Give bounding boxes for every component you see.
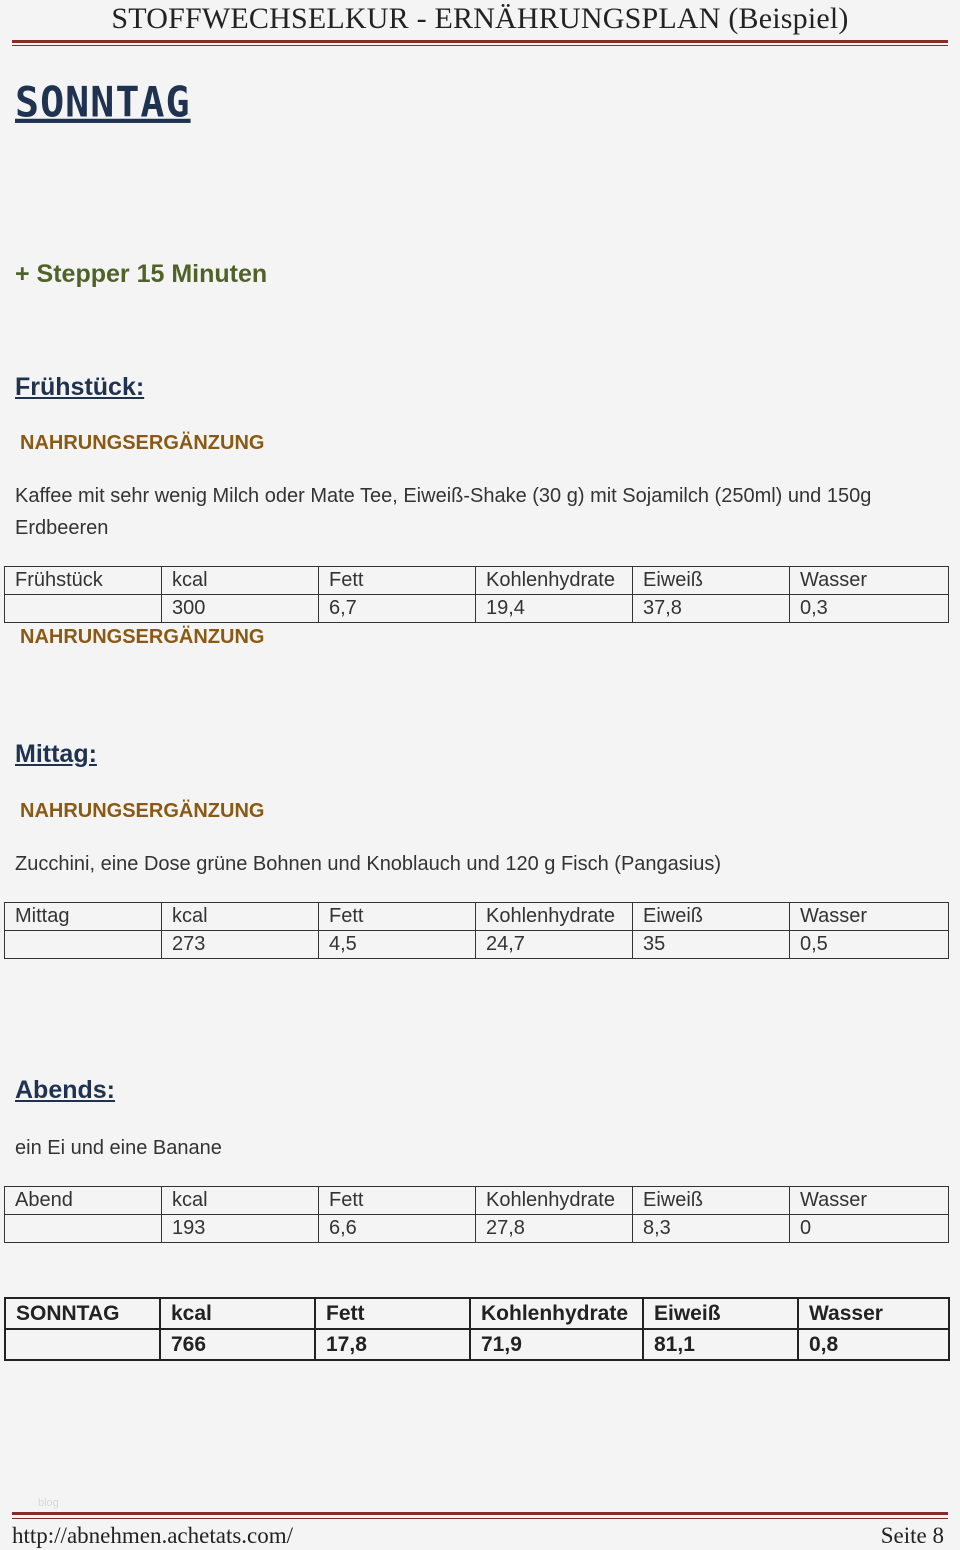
table-header-eiweiss: Eiweiß <box>633 567 790 595</box>
table-header-fett: Fett <box>315 1298 470 1329</box>
day-title: SONNTAG <box>15 78 191 128</box>
table-cell-fett: 17,8 <box>315 1329 470 1360</box>
watermark: blog <box>38 1497 59 1509</box>
table-cell-eiweiss: 8,3 <box>633 1215 790 1243</box>
table-cell-kohlenhydrate: 24,7 <box>476 931 633 959</box>
table-header-kohlenhydrate: Kohlenhydrate <box>476 1187 633 1215</box>
table-header-eiweiss: Eiweiß <box>643 1298 798 1329</box>
table-value-row <box>5 1329 949 1360</box>
table-header-wasser: Wasser <box>790 903 949 931</box>
table-header-row <box>5 903 949 931</box>
table-cell-fett: 4,5 <box>319 931 476 959</box>
table-cell-empty <box>5 1329 160 1360</box>
table-header-row <box>5 567 949 595</box>
table-cell-kcal: 193 <box>162 1215 319 1243</box>
table-header-row <box>5 1187 949 1215</box>
table-header-row <box>5 1298 949 1329</box>
table-header-fett: Fett <box>319 567 476 595</box>
table-cell-empty <box>5 595 162 623</box>
table-value-row <box>5 1215 949 1243</box>
dinner-description: ein Ei und eine Banane <box>15 1137 222 1159</box>
lunch-description: Zucchini, eine Dose grüne Bohnen und Knoblauch und 120 g Fisch (Pangasius) <box>15 853 722 875</box>
table-cell-eiweiss: 81,1 <box>643 1329 798 1360</box>
table-cell-kohlenhydrate: 19,4 <box>476 595 633 623</box>
table-cell-fett: 6,6 <box>319 1215 476 1243</box>
footer-page-number: Seite 8 <box>880 1523 944 1548</box>
table-header-eiweiss: Eiweiß <box>633 1187 790 1215</box>
table-cell-eiweiss: 37,8 <box>633 595 790 623</box>
table-header-fett: Fett <box>319 903 476 931</box>
table-cell-empty <box>5 931 162 959</box>
table-header-kohlenhydrate: Kohlenhydrate <box>476 903 633 931</box>
lunch-supplement-label: NAHRUNGSERGÄNZUNG <box>20 800 265 822</box>
table-cell-kohlenhydrate: 27,8 <box>476 1215 633 1243</box>
table-cell-label: SONNTAG <box>5 1298 160 1329</box>
footer-rule-thin <box>12 1518 948 1519</box>
table-cell-empty <box>5 1215 162 1243</box>
table-header-wasser: Wasser <box>790 1187 949 1215</box>
table-cell-kcal: 273 <box>162 931 319 959</box>
breakfast-nutrition-table <box>4 566 949 623</box>
table-cell-wasser: 0,3 <box>790 595 949 623</box>
breakfast-heading: Frühstück: <box>15 373 145 401</box>
page-header-title: STOFFWECHSELKUR - ERNÄHRUNGSPLAN (Beispiel) <box>111 2 849 35</box>
table-cell-wasser: 0,5 <box>790 931 949 959</box>
breakfast-description: Kaffee mit sehr wenig Milch oder Mate Tee, Eiweiß-Shake (30 g) mit Sojamilch (250ml) und 150g Erdbeeren <box>15 485 872 539</box>
table-value-row <box>5 931 949 959</box>
table-header-kcal: kcal <box>162 1187 319 1215</box>
table-header-kohlenhydrate: Kohlenhydrate <box>476 567 633 595</box>
table-cell-wasser: 0 <box>790 1215 949 1243</box>
table-header-kcal: kcal <box>162 903 319 931</box>
table-cell-kohlenhydrate: 71,9 <box>470 1329 643 1360</box>
header-rule-thick <box>12 40 948 43</box>
table-header-fett: Fett <box>319 1187 476 1215</box>
daily-total-table <box>4 1297 950 1361</box>
table-cell-fett: 6,7 <box>319 595 476 623</box>
table-header-kohlenhydrate: Kohlenhydrate <box>470 1298 643 1329</box>
table-header-wasser: Wasser <box>790 567 949 595</box>
breakfast-supplement-after: NAHRUNGSERGÄNZUNG <box>20 626 265 648</box>
table-cell-kcal: 766 <box>160 1329 315 1360</box>
table-cell-wasser: 0,8 <box>798 1329 949 1360</box>
table-header-kcal: kcal <box>162 567 319 595</box>
lunch-heading: Mittag: <box>15 740 97 768</box>
header-rule-thin <box>12 45 948 46</box>
exercise-note: + Stepper 15 Minuten <box>15 260 268 288</box>
table-header-kcal: kcal <box>160 1298 315 1329</box>
table-cell-eiweiss: 35 <box>633 931 790 959</box>
table-header-wasser: Wasser <box>798 1298 949 1329</box>
lunch-nutrition-table <box>4 902 949 959</box>
table-cell-kcal: 300 <box>162 595 319 623</box>
dinner-nutrition-table <box>4 1186 949 1243</box>
dinner-heading: Abends: <box>15 1076 115 1104</box>
table-value-row <box>5 595 949 623</box>
breakfast-supplement-label: NAHRUNGSERGÄNZUNG <box>20 432 265 454</box>
footer-url: http://abnehmen.achetats.com/ <box>12 1523 294 1548</box>
table-cell-label: Mittag <box>5 903 162 931</box>
footer-rule-thick <box>12 1512 948 1515</box>
table-cell-label: Abend <box>5 1187 162 1215</box>
table-header-eiweiss: Eiweiß <box>633 903 790 931</box>
table-cell-label: Frühstück <box>5 567 162 595</box>
